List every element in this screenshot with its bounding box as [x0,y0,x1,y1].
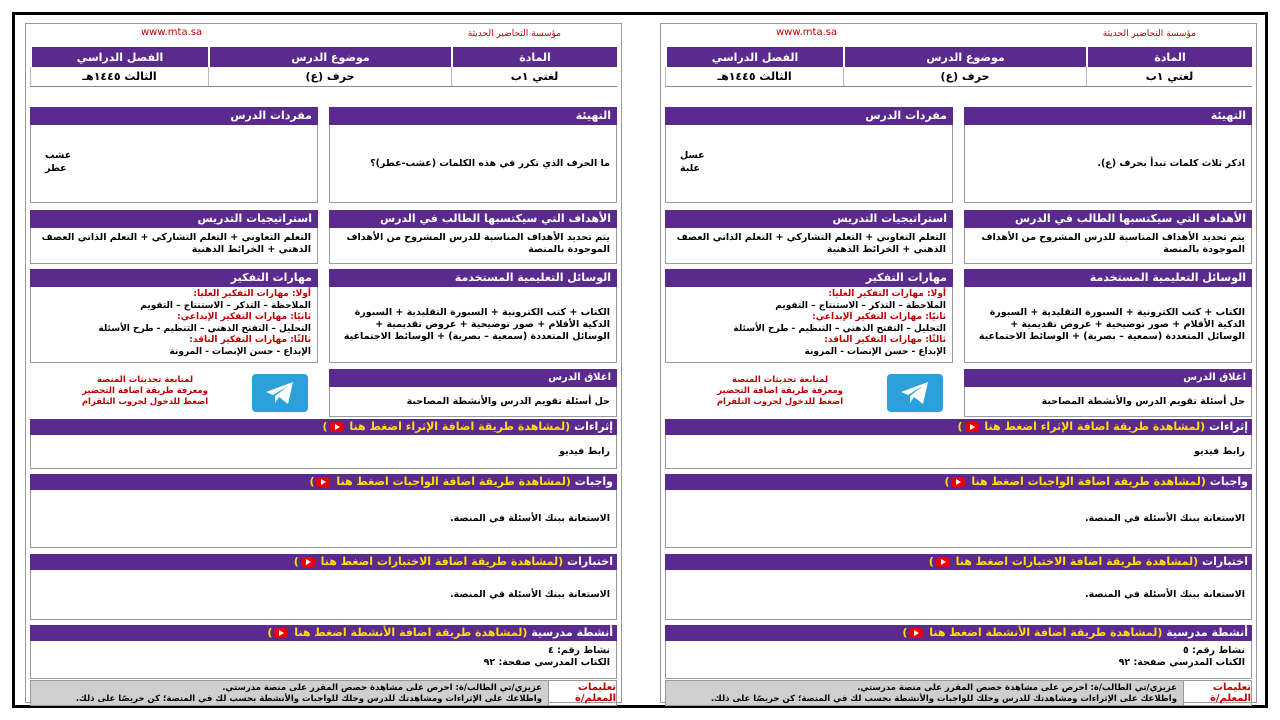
enrich-help-link[interactable]: (لمشاهدة طريقة اضافة الإثراء اضغط هنا [349,420,571,433]
vocab-word: عطر [45,163,67,174]
info-header-row [30,47,617,67]
enrich-body [665,435,1252,469]
tools-section [964,269,1252,363]
homework-title-bar [30,474,617,490]
warmup-text: اذكر ثلاث كلمات تبدأ بحرف (ع). [1097,158,1245,169]
warmup-title: التهيئة [329,107,617,125]
youtube-icon[interactable] [330,422,344,432]
closing-section [964,369,1252,417]
homework-help-link[interactable]: (لمشاهدة طريقة اضافة الواجبات اضغط هنا [336,475,571,488]
objectives-text: يتم تحديد الأهداف المناسبة للدرس المشروح من الأهداف الموجودة بالمنصة [981,232,1245,255]
objectives-body [964,228,1252,264]
institution-name: مؤسسة التحاضير الحديثة [1102,29,1196,39]
topic-header: موضوع الدرس [843,47,1086,67]
instructions-line: واطلاعك على الإثراءات ومشاهدتك للدرس وحلك للواجبات والأنشطة بحسب لك في المنصة؛ كن حريصًا على ذلك. [75,694,542,704]
strategies-body [30,228,318,264]
tools-body [329,287,617,363]
teacher-instructions [665,680,1252,706]
thinking-title: مهارات التفكير [30,269,318,287]
tests-help-link[interactable]: (لمشاهدة طريقة اضافة الاختبارات اضغط هنا [955,555,1199,568]
topic-value: حرف (ع) [208,67,451,86]
thinking-heading: أولا: مهارات التفكير العليا: [193,289,311,299]
tests-help-link[interactable]: (لمشاهدة طريقة اضافة الاختبارات اضغط هنا [320,555,564,568]
tests-section [30,554,617,620]
strategies-title: استراتيجيات التدريس [30,210,318,228]
paren: ) [928,555,934,568]
thinking-body [665,287,953,363]
thinking-text: التحليل – التفتح الذهني – التنظيم - طرح الأسئلة [733,323,946,334]
objectives-text: يتم تحديد الأهداف المناسبة للدرس المشروح من الأهداف الموجودة بالمنصة [346,232,610,255]
lesson-page-1 [660,23,1257,703]
page-header-line [26,24,621,46]
telegram-line: ومعرفة طريقة اضافة التحضير [717,386,843,396]
enrich-title-bar [665,419,1252,435]
subject-header: المادة [451,47,617,67]
instructions-label: تعليمات المعلم/ة [1183,681,1251,705]
thinking-text: التحليل – التفتح الذهني – التنظيم - طرح الأسئلة [98,323,311,334]
tests-text: الاستعانة ببنك الأسئلة في المنصة. [449,589,610,600]
telegram-promo[interactable] [30,369,318,419]
objectives-section [329,210,617,264]
enrich-title-bar [30,419,617,435]
telegram-icon[interactable] [887,374,943,412]
vocab-word: عسل [680,150,705,161]
vocab-section [665,107,953,203]
page-header-line [661,24,1256,46]
thinking-section [665,269,953,363]
thinking-heading: ثالثًا: مهارات التفكير الناقد: [824,335,946,345]
homework-section [665,474,1252,548]
closing-text: حل أسئلة تقويم الدرس والأنشطة المصاحبة [1041,396,1245,407]
paren: ) [293,555,299,568]
enrich-text[interactable]: رابط فيديو [1194,446,1245,457]
thinking-section [30,269,318,363]
tools-title: الوسائل التعليمية المستخدمة [964,269,1252,287]
site-link[interactable]: www.mta.sa [141,27,203,38]
telegram-promo[interactable] [665,369,953,419]
semester-header: الفصل الدراسي [30,47,208,67]
homework-body [665,490,1252,548]
info-value-row [665,67,1252,87]
lesson-page-2 [25,23,622,703]
youtube-icon[interactable] [316,477,330,487]
paren: ) [957,420,963,433]
activities-help-link[interactable]: (لمشاهدة طريقة اضافة الأنشطة اضغط هنا [294,626,528,639]
telegram-line: لمتابعة تحديثات المنصة [731,375,829,385]
warmup-body [329,125,617,203]
closing-body [329,387,617,417]
enrich-body [30,435,617,469]
activities-section [665,625,1252,679]
homework-section [30,474,617,548]
tests-body [665,570,1252,620]
tests-title-bar [30,554,617,570]
telegram-text[interactable] [70,375,220,408]
instructions-line: واطلاعك على الإثراءات ومشاهدتك للدرس وحلك للواجبات والأنشطة بحسب لك في المنصة؛ كن حريصًا على ذلك. [710,694,1177,704]
youtube-icon[interactable] [965,422,979,432]
tests-section [665,554,1252,620]
activities-help-link[interactable]: (لمشاهدة طريقة اضافة الأنشطة اضغط هنا [929,626,1163,639]
enrich-section [665,419,1252,469]
document-frame [12,12,1268,708]
activities-title: أنشطة مدرسية [1166,626,1248,639]
homework-title: واجبات [574,475,613,488]
thinking-title: مهارات التفكير [665,269,953,287]
strategies-title: استراتيجيات التدريس [665,210,953,228]
objectives-title: الأهداف التي سيكتسبها الطالب في الدرس [964,210,1252,228]
semester-header: الفصل الدراسي [665,47,843,67]
warmup-text: ما الحرف الذي تكرر في هذه الكلمات (عشب-عطر)؟ [370,158,610,169]
paren: ) [902,626,908,639]
topic-header: موضوع الدرس [208,47,451,67]
instructions-label: تعليمات المعلم/ة [548,681,616,705]
instructions-line: عزيزي/تي الطالب/ة: احرص على مشاهدة حصص المقرر على منصة مدرستي. [222,683,542,693]
enrich-section [30,419,617,469]
youtube-icon[interactable] [301,557,315,567]
activities-body [30,641,617,679]
info-header-row [665,47,1252,67]
info-value-row [30,67,617,87]
closing-section [329,369,617,417]
tests-title: اختبارات [1202,555,1248,568]
activities-title-bar [30,625,617,641]
telegram-line: اضغط للدخول لجروب التلقرام [81,397,209,407]
paren: ) [944,475,950,488]
subject-value: لغتي ١ب [451,67,617,86]
thinking-heading: ثانيًا: مهارات التفكير الإبداعي: [812,312,946,322]
paren: ) [309,475,315,488]
warmup-section [329,107,617,203]
homework-text: الاستعانة ببنك الأسئلة في المنصة. [1084,513,1245,524]
telegram-line: ومعرفة طريقة اضافة التحضير [82,386,208,396]
warmup-title: التهيئة [964,107,1252,125]
strategies-section [665,210,953,264]
youtube-icon[interactable] [909,628,923,638]
homework-title-bar [665,474,1252,490]
youtube-icon[interactable] [951,477,965,487]
telegram-line: لمتابعة تحديثات المنصة [96,375,194,385]
telegram-icon[interactable] [252,374,308,412]
youtube-icon[interactable] [274,628,288,638]
activity-number: نشاط رقم: ٤ [547,645,610,656]
thinking-text: الإبداع - حسن الإنصات - المرونة [169,346,311,357]
activity-page: الكتاب المدرسي صفحة: ٩٢ [483,657,610,668]
vocab-body [665,125,953,203]
activities-section [30,625,617,679]
objectives-title: الأهداف التي سيكتسبها الطالب في الدرس [329,210,617,228]
closing-title: اغلاق الدرس [329,369,617,387]
enrich-title: إثراءات [1209,420,1248,433]
enrich-text[interactable]: رابط فيديو [559,446,610,457]
telegram-text[interactable] [705,375,855,408]
activities-title-bar [665,625,1252,641]
subject-value: لغتي ١ب [1086,67,1252,86]
instructions-text [666,681,1183,705]
tools-text: الكتاب + كتب الكترونية + السبورة التقليدية + السبورة الذكية الأقلام + صور توضيحية + عروض تقديمية + الوسائل المتعددة (سمعية – بصرية) + الوسائط الاجتماعية [343,306,610,342]
vocab-body [30,125,318,203]
thinking-body [30,287,318,363]
institution-name: مؤسسة التحاضير الحديثة [467,29,561,39]
thinking-heading: ثانيًا: مهارات التفكير الإبداعي: [177,312,311,322]
closing-title: اغلاق الدرس [964,369,1252,387]
enrich-help-link[interactable]: (لمشاهدة طريقة اضافة الإثراء اضغط هنا [984,420,1206,433]
thinking-heading: ثالثًا: مهارات التفكير الناقد: [189,335,311,345]
thinking-text: الملاحظة – التذكر – الاستنتاج – التقويم [775,300,946,311]
activities-body [665,641,1252,679]
warmup-body [964,125,1252,203]
thinking-text: الإبداع - حسن الإنصات - المرونة [804,346,946,357]
instructions-line: عزيزي/تي الطالب/ة: احرص على مشاهدة حصص المقرر على منصة مدرستي. [857,683,1177,693]
activity-number: نشاط رقم: ٥ [1182,645,1245,656]
teacher-instructions [30,680,617,706]
tests-body [30,570,617,620]
strategies-body [665,228,953,264]
site-link[interactable]: www.mta.sa [776,27,838,38]
strategies-text: التعلم التعاوني + التعلم التشاركي + التعلم الذاتي العصف الذهني + الخرائط الذهنية [41,232,311,255]
topic-value: حرف (ع) [843,67,1086,86]
vocab-title: مفردات الدرس [30,107,318,125]
closing-text: حل أسئلة تقويم الدرس والأنشطة المصاحبة [406,396,610,407]
vocab-section [30,107,318,203]
homework-help-link[interactable]: (لمشاهدة طريقة اضافة الواجبات اضغط هنا [971,475,1206,488]
tests-title: اختبارات [567,555,613,568]
thinking-text: الملاحظة – التذكر – الاستنتاج – التقويم [140,300,311,311]
homework-body [30,490,617,548]
homework-text: الاستعانة ببنك الأسئلة في المنصة. [449,513,610,524]
tests-title-bar [665,554,1252,570]
vocab-title: مفردات الدرس [665,107,953,125]
semester-value: الثالث ١٤٤٥هـ [30,67,208,86]
strategies-section [30,210,318,264]
paren: ) [267,626,273,639]
tests-text: الاستعانة ببنك الأسئلة في المنصة. [1084,589,1245,600]
instructions-text [31,681,548,705]
semester-value: الثالث ١٤٤٥هـ [665,67,843,86]
vocab-word: عشب [45,150,72,161]
objectives-section [964,210,1252,264]
thinking-heading: أولا: مهارات التفكير العليا: [828,289,946,299]
strategies-text: التعلم التعاوني + التعلم التشاركي + التعلم الذاتي العصف الذهني + الخرائط الذهنية [676,232,946,255]
activity-page: الكتاب المدرسي صفحة: ٩٢ [1118,657,1245,668]
tools-title: الوسائل التعليمية المستخدمة [329,269,617,287]
paren: ) [322,420,328,433]
warmup-section [964,107,1252,203]
tools-body [964,287,1252,363]
subject-header: المادة [1086,47,1252,67]
telegram-line: اضغط للدخول لجروب التلقرام [716,397,844,407]
vocab-word: علبة [680,163,701,174]
youtube-icon[interactable] [936,557,950,567]
closing-body [964,387,1252,417]
tools-section [329,269,617,363]
activities-title: أنشطة مدرسية [531,626,613,639]
enrich-title: إثراءات [574,420,613,433]
objectives-body [329,228,617,264]
tools-text: الكتاب + كتب الكترونية + السبورة التقليدية + السبورة الذكية الأقلام + صور توضيحية + عروض تقديمية + الوسائل المتعددة (سمعية – بصرية) + الوسائط الاجتماعية [978,306,1245,342]
homework-title: واجبات [1209,475,1248,488]
